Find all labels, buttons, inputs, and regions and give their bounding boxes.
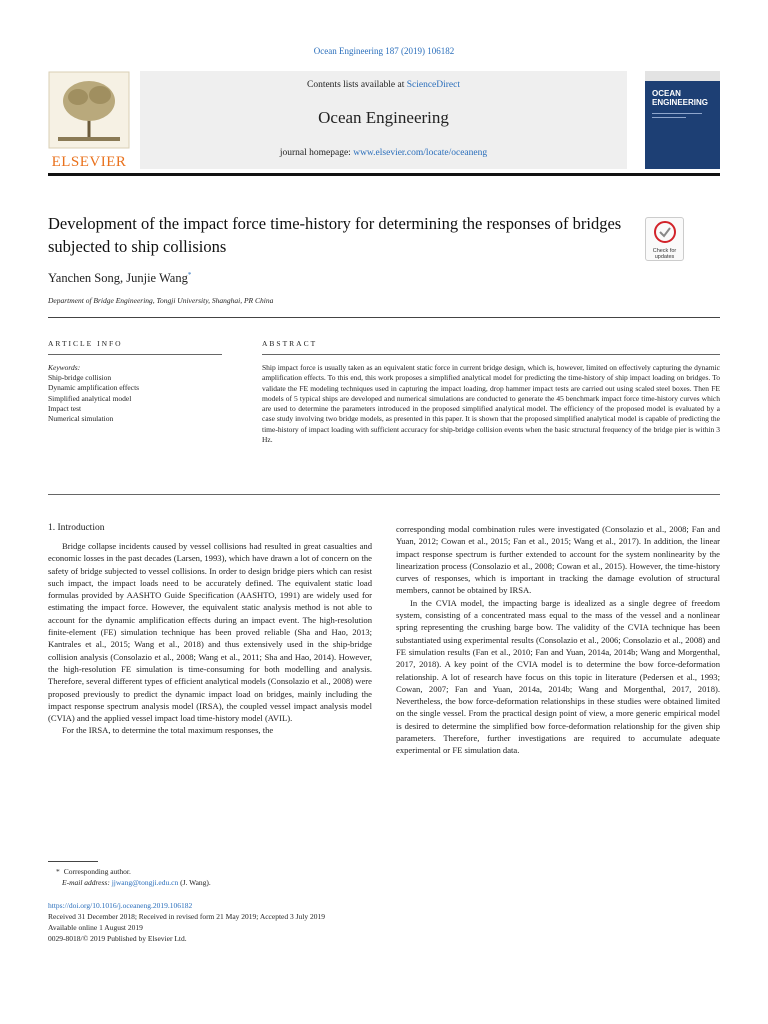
keywords-label: Keywords: (48, 363, 81, 372)
footnote-corresponding-text: Corresponding author. (63, 867, 131, 876)
online-date: Available online 1 August 2019 (48, 923, 143, 932)
footnote-divider (48, 861, 98, 862)
abstract-text: Ship impact force is usually taken as an equivalent static force in current bridge design, which is, however, limited on effectively capturing the dynamic amplification effects. To this end, this work proposes a simplified analytical model for predicting the time-history of ship impact loading on bridges. To validate the FE modeling techniques used in capturing the impact loading, drop hammer impact tests are carried out using scaled steel boxes. Then FE models of 5 typical ships are developed and numerical simulations are conducted to generate the 45 benchmark impact force time-history curves which are used to determine the parameters introduced in the proposed simplified analytical model. The efficiency of the proposed model is evaluated by a case study involving two bridge models, as presented in this paper. It is shown that the proposed simplified analytical model is capable of predicting the time-history of impact loading with sufficient accuracy for ship-bridge collision events when the basic structural frequency of the bridge pier is within 3 Hz. (262, 363, 720, 445)
check-updates-icon (654, 221, 676, 243)
abstract-heading: ABSTRACT (262, 339, 318, 348)
journal-reference[interactable]: Ocean Engineering 187 (2019) 106182 (313, 46, 455, 56)
publisher-logo-text: ELSEVIER (51, 154, 127, 170)
check-badge-label: Check for updates (652, 248, 677, 260)
check-for-updates-badge[interactable] (645, 217, 684, 261)
affiliation: Department of Bridge Engineering, Tongji University, Shanghai, PR China (48, 296, 274, 305)
footnote-mark: * (56, 867, 60, 876)
journal-name: Ocean Engineering (318, 108, 449, 127)
body-paragraph: For the IRSA, to determine the total maximum responses, the (62, 725, 274, 736)
footnote-corresponding (48, 866, 211, 877)
email-label: E-mail address: (62, 878, 110, 887)
article-title: Development of the impact force time-history for determining the responses of bridges subjected to ship collisions (48, 214, 622, 256)
author-list (48, 271, 191, 286)
body-paragraph: In the CVIA model, the impacting barge is idealized as a single degree of freedom system, consisting of a concentrated mass equal to the mass of the vessel and a nonlinear spring representing the crushing barge bow. The validity of the CVIA technique has been substantiated using experimental results (Consolazio et al., 2006; Consolazio et al., 2008) and FE simulation results (Fan et al., 2010; Fan and Yuan, 2014a, 2014b; Wang and Morgenthal, 2017, 2018). A key point of the CVIA model is to determine the bow force-deformation relationship. A lot of research have focus on this topic in literature (Pedersen et al., 1993; Cowan, 2007; Fan and Yuan, 2014a, 2014b; Wang and Morgenthal, 2017, 2018). Nevertheless, the bow force-deformation relationships in these studies were obtained limited on the single vessel. From the practical design point of view, a more generic empirical model is desired to determine the simplified bow force-deformation relationship for the given ship parameters. Therefore, further investigations are required to accumulate adequate experimental or FE simulation data. (396, 597, 720, 756)
elsevier-logo[interactable] (48, 71, 130, 169)
email-link[interactable]: jjwang@tongji.edu.cn (111, 878, 179, 887)
abstract-bottom-divider (48, 494, 720, 495)
section-heading-introduction: 1. Introduction (48, 523, 105, 533)
corresponding-author-mark[interactable]: * (187, 271, 192, 279)
keyword-item: Dynamic amplification effects (48, 383, 140, 393)
article-info-divider (48, 354, 222, 355)
keywords-block (48, 363, 139, 424)
keyword-item: Ship-bridge collision (48, 373, 112, 383)
homepage-prefix: journal homepage: (279, 148, 354, 158)
body-column-left (48, 540, 372, 737)
received-dates: Received 31 December 2018; Received in revised form 21 May 2019; Accepted 3 July 2019 (48, 912, 326, 921)
contents-prefix: Contents lists available at (306, 80, 407, 90)
journal-banner (140, 71, 627, 169)
email-suffix: (J. Wang). (180, 878, 211, 887)
doi-link[interactable]: https://doi.org/10.1016/j.oceaneng.2019.106182 (48, 901, 193, 910)
journal-cover-image[interactable] (645, 71, 720, 169)
footnote-email-line (62, 877, 211, 888)
homepage-line (140, 148, 627, 158)
body-paragraph: corresponding modal combination rules were investigated (Consolazio et al., 2008; Fan and Yuan, 2012; Cowan et al., 2015; Fan et al., 2015; Wang et al., 2017). In addition, the linear impact response spectrum is further extended to account for the system nonlinearity by the linearization process (Consolazio et al., 2008; Cowan et al., 2015). However, the time-history curves of responses, which is important in tracking the damage evolution of structural members, cannot be obtained by IRSA. (396, 524, 720, 596)
abstract-divider (262, 354, 720, 355)
header-divider (48, 173, 720, 176)
sciencedirect-link[interactable]: ScienceDirect (406, 80, 460, 90)
cover-title: OCEAN ENGINEERING (652, 89, 709, 107)
keyword-item: Numerical simulation (48, 414, 114, 424)
body-column-right (396, 523, 720, 757)
contents-line (140, 80, 627, 90)
article-info-heading: ARTICLE INFO (48, 339, 123, 348)
masthead (48, 71, 627, 169)
elsevier-tree-icon (48, 71, 130, 149)
body-paragraph: Bridge collapse incidents caused by vessel collisions had resulted in great casualties and economic losses in the past decades (Larsen, 1993), which have drawn a lot of concern on the safety of bridge subjected to vessel collisions. In order to design bridge piers which can resist such impact, the impact loads need to be accurately defined. The equivalent static load formulas provided by AASHTO Guide Specification (AASHTO, 1991) are widely used for estimating the impact force. However, the equivalent static analysis method is not able to account for the dynamic amplification effects during an impact event. The high-resolution finite-element (FE) simulation technique has been proved reliable (Sha and Hao, 2013; Kantrales et al., 2015; Wang et al., 2018) and thus extensively used in the ship-bridge collision analysis (Consolazio et al., 2008; Wang et al., 2011; Sha and Hao, 2014). However, the high-resolution FE simulation is time-consuming for both modelling and analysis. Therefore, several different types of efficient analytical models (Consolazio et al., 2008) were proposed previously to predict the dynamic impact load on bridges, mainly including the impact response spectrum analysis model (IRSA), the coupled vessel impact analysis model (CVIA) and the applied vessel impact load time-history model (AVIL). (48, 541, 372, 724)
publication-info (48, 900, 325, 944)
title-divider (48, 317, 720, 318)
keyword-item: Simplified analytical model (48, 393, 132, 403)
keyword-item: Impact test (48, 403, 82, 413)
homepage-link[interactable]: www.elsevier.com/locate/oceaneng (353, 148, 488, 158)
footnote (48, 866, 211, 888)
copyright: 0029-8018/© 2019 Published by Elsevier Ltd. (48, 934, 187, 943)
author-names: Yanchen Song, Junjie Wang (48, 271, 188, 286)
